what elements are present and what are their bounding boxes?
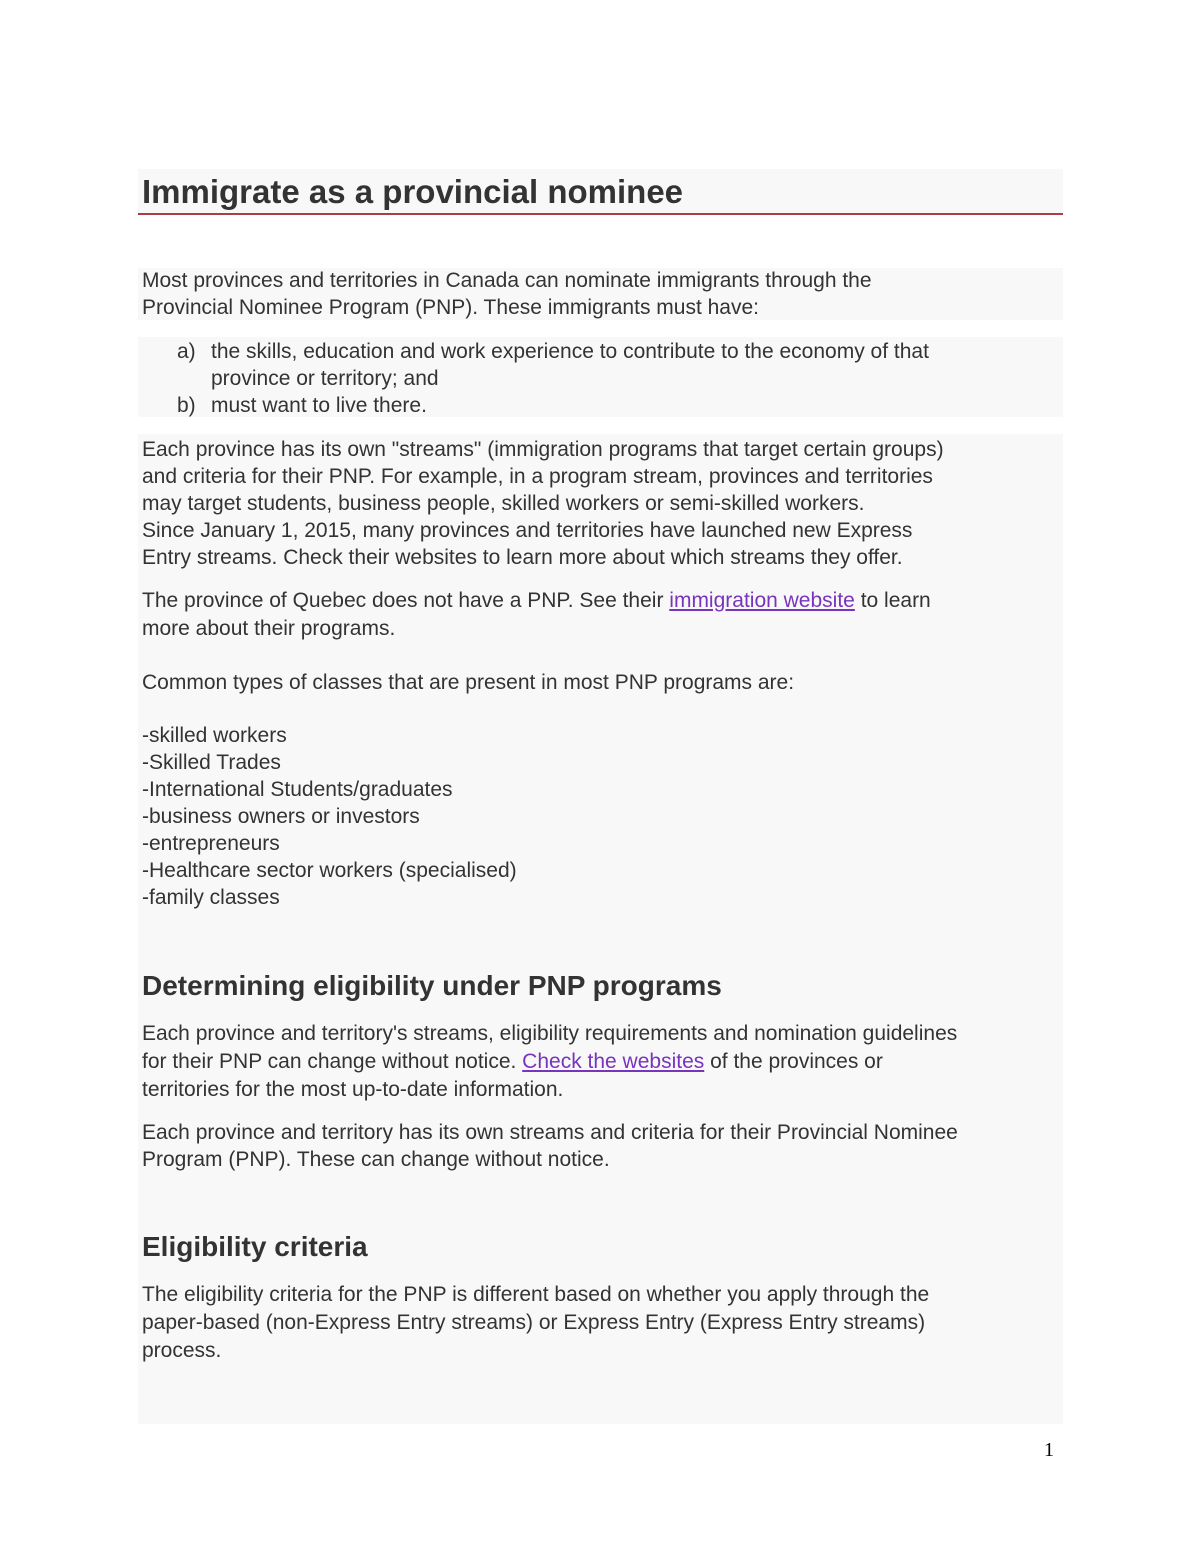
criteria-paragraph <box>142 1281 1060 1365</box>
body-shade <box>138 434 1063 1424</box>
criteria-heading: Eligibility criteria <box>142 1231 368 1262</box>
criteria-line-1: The eligibility criteria for the PNP is different based on whether you apply through the <box>142 1283 930 1306</box>
list-item: -International Students/graduates <box>142 778 453 801</box>
list-item <box>142 392 1042 419</box>
intro-line-2: Provincial Nominee Program (PNP). These immigrants must have: <box>142 296 759 319</box>
list-item: -Skilled Trades <box>142 751 281 774</box>
streams-line-1: Each province has its own "streams" (immigration programs that target certain groups) <box>142 438 944 461</box>
intro-paragraph <box>142 267 1060 321</box>
list-item: -Healthcare sector workers (specialised) <box>142 859 517 882</box>
list-item: -business owners or investors <box>142 805 420 828</box>
quebec-line-1 <box>142 587 1060 615</box>
list-item-text <box>211 392 1051 419</box>
intro-line-1: Most provinces and territories in Canada can nominate immigrants through the <box>142 269 872 292</box>
criteria-line-2: paper-based (non-Express Entry streams) or Express Entry (Express Entry streams) <box>142 1311 926 1334</box>
list-item-text <box>211 338 1051 392</box>
eligibility-p2-line-1: Each province and territory has its own streams and criteria for their Provincial Nominee <box>142 1121 958 1144</box>
eligibility-text-after: of the provinces or <box>704 1050 883 1073</box>
common-types-list <box>142 722 1060 911</box>
title-underline <box>138 213 1063 215</box>
list-marker: a) <box>177 340 196 363</box>
eligibility-paragraph-2 <box>142 1119 1060 1173</box>
quebec-text: The province of Quebec does not have a PNP. See their <box>142 589 670 612</box>
eligibility-line-2 <box>142 1048 1060 1076</box>
streams-line-2: and criteria for their PNP. For example, in a program stream, provinces and territories <box>142 465 933 488</box>
quebec-paragraph <box>142 587 1060 643</box>
immigration-website-link[interactable]: immigration website <box>669 589 855 612</box>
common-types-intro: Common types of classes that are present in most PNP programs are: <box>142 671 795 694</box>
streams-paragraph <box>142 436 1060 571</box>
quebec-line-2: more about their programs. <box>142 617 396 640</box>
list-item: -entrepreneurs <box>142 832 280 855</box>
list-item <box>142 338 1042 392</box>
page-title: Immigrate as a provincial nominee <box>142 173 684 210</box>
criteria-line-3: process. <box>142 1339 222 1362</box>
streams-line-4: Since January 1, 2015, many provinces and territories have launched new Express <box>142 519 913 542</box>
streams-line-3: may target students, business people, skilled workers or semi-skilled workers. <box>142 492 865 515</box>
list-marker: b) <box>177 394 196 417</box>
eligibility-p2-line-2: Program (PNP). These can change without notice. <box>142 1148 610 1171</box>
check-websites-link[interactable]: Check the websites <box>522 1050 705 1073</box>
list-item-line: the skills, education and work experience to contribute to the economy of that <box>211 340 929 363</box>
eligibility-heading: Determining eligibility under PNP programs <box>142 970 722 1001</box>
list-item-line: must want to live there. <box>211 394 427 417</box>
eligibility-line-1: Each province and territory's streams, eligibility requirements and nomination guidelines <box>142 1022 958 1045</box>
list-item: -skilled workers <box>142 724 287 747</box>
list-item: -family classes <box>142 886 280 909</box>
quebec-text-after: to learn <box>854 589 931 612</box>
eligibility-text: for their PNP can change without notice. <box>142 1050 523 1073</box>
streams-line-5: Entry streams. Check their websites to learn more about which streams they offer. <box>142 546 903 569</box>
eligibility-line-3: territories for the most up-to-date information. <box>142 1078 564 1101</box>
page-number: 1 <box>1044 1439 1054 1461</box>
list-item-line: province or territory; and <box>211 367 439 390</box>
eligibility-paragraph-1 <box>142 1020 1060 1104</box>
